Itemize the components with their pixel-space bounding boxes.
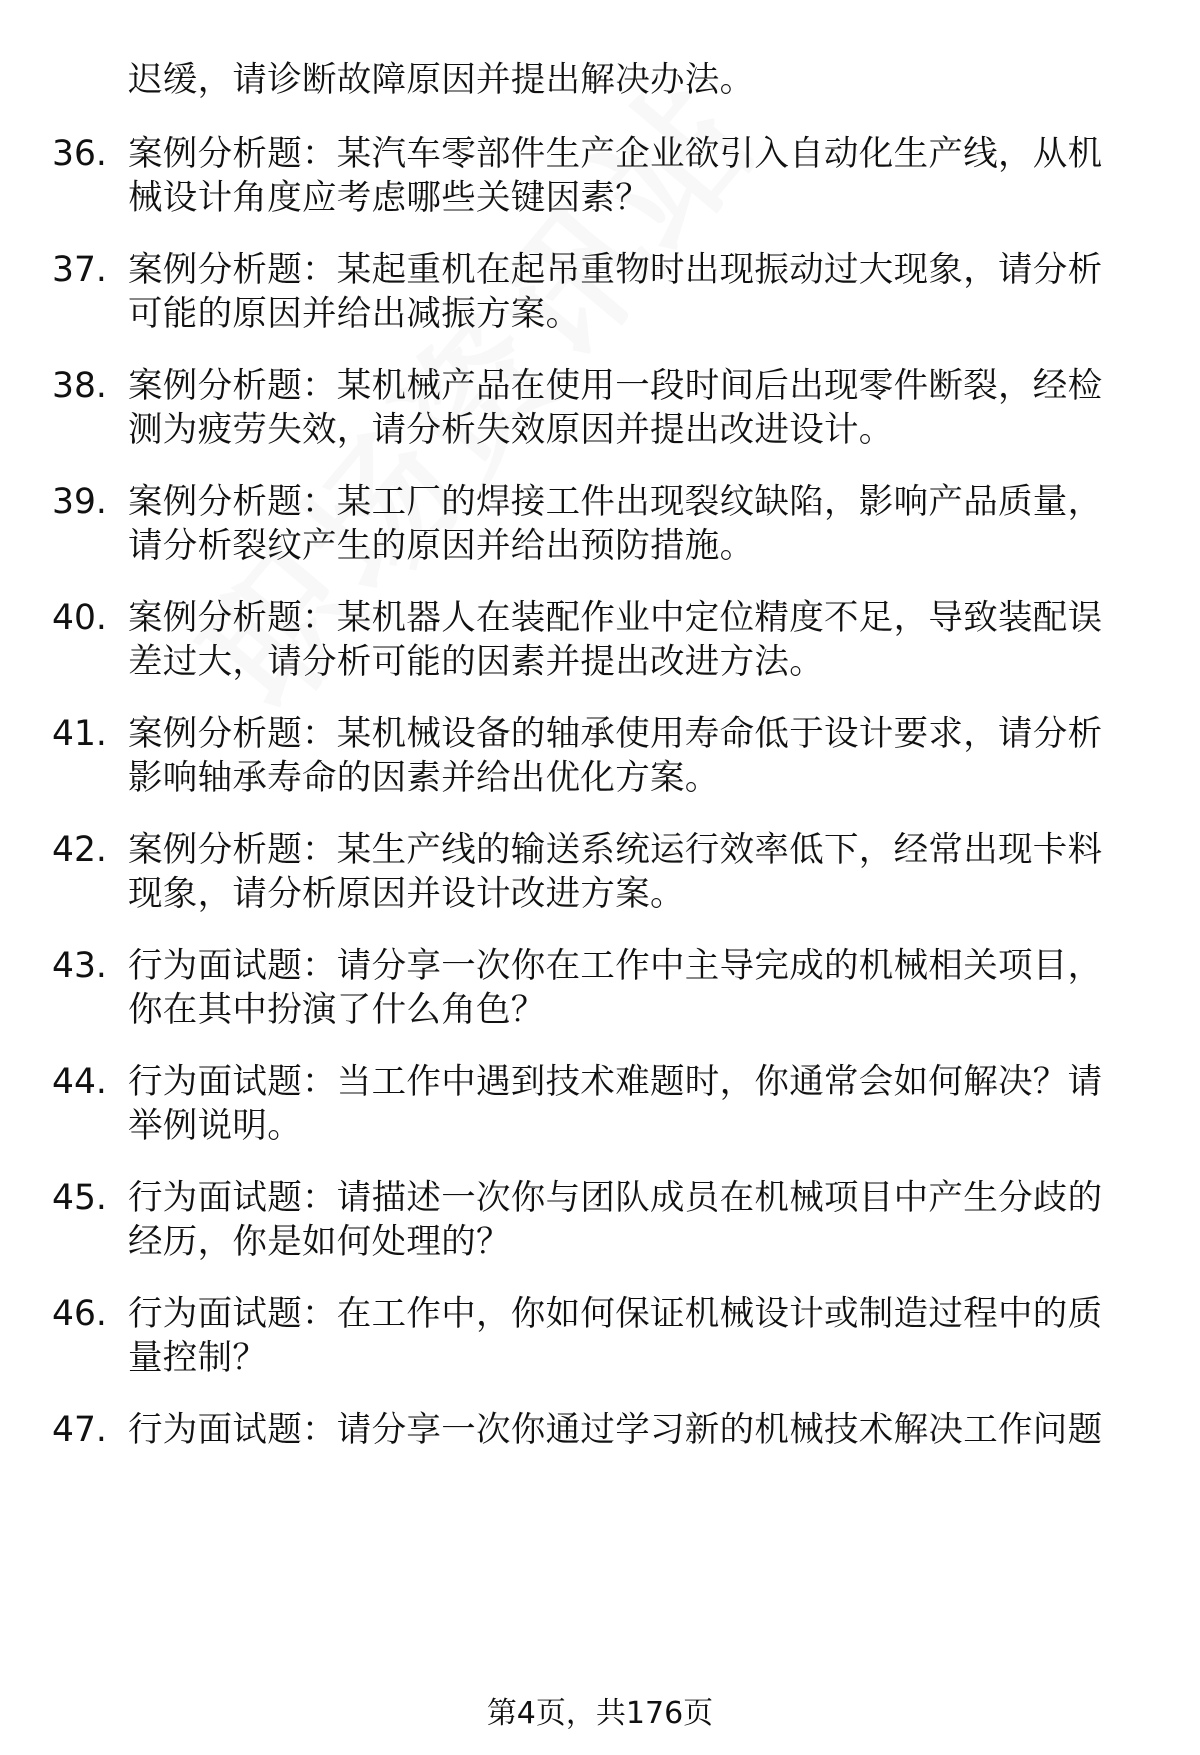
question-line: 案例分析题：某机械设备的轴承使用寿命低于设计要求，请分析 bbox=[128, 714, 1103, 754]
question-number: 38. bbox=[52, 366, 107, 406]
question-line: 械设计角度应考虑哪些关键因素？ bbox=[128, 178, 650, 218]
question-line: 量控制？ bbox=[128, 1338, 268, 1378]
question-line: 案例分析题：某生产线的输送系统运行效率低下，经常出现卡料 bbox=[128, 830, 1103, 870]
question-number: 45. bbox=[52, 1178, 107, 1218]
question-number: 39. bbox=[52, 482, 107, 522]
question-number: 41. bbox=[52, 714, 107, 754]
question-line: 案例分析题：某机器人在装配作业中定位精度不足，导致装配误 bbox=[128, 598, 1103, 638]
carryover-line: 迟缓，请诊断故障原因并提出解决办法。 bbox=[128, 60, 755, 100]
question-line: 测为疲劳失效，请分析失效原因并提出改进设计。 bbox=[128, 410, 894, 450]
question-line: 行为面试题：请描述一次你与团队成员在机械项目中产生分歧的 bbox=[128, 1178, 1103, 1218]
question-line: 案例分析题：某汽车零部件生产企业欲引入自动化生产线，从机 bbox=[128, 134, 1103, 174]
question-number: 47. bbox=[52, 1410, 107, 1450]
question-line: 举例说明。 bbox=[128, 1106, 302, 1146]
question-line: 经历，你是如何处理的？ bbox=[128, 1222, 511, 1262]
question-number: 46. bbox=[52, 1294, 107, 1334]
question-number: 44. bbox=[52, 1062, 107, 1102]
question-line: 可能的原因并给出减振方案。 bbox=[128, 294, 581, 334]
question-line: 行为面试题：请分享一次你在工作中主导完成的机械相关项目， bbox=[128, 946, 1103, 986]
question-line: 案例分析题：某起重机在起吊重物时出现振动过大现象，请分析 bbox=[128, 250, 1103, 290]
question-number: 36. bbox=[52, 134, 107, 174]
question-number: 37. bbox=[52, 250, 107, 290]
question-line: 案例分析题：某工厂的焊接工件出现裂纹缺陷，影响产品质量， bbox=[128, 482, 1103, 522]
question-line: 行为面试题：当工作中遇到技术难题时，你通常会如何解决？请 bbox=[128, 1062, 1103, 1102]
question-line: 行为面试题：请分享一次你通过学习新的机械技术解决工作问题 bbox=[128, 1410, 1103, 1450]
question-line: 现象，请分析原因并设计改进方案。 bbox=[128, 874, 685, 914]
question-line: 影响轴承寿命的因素并给出优化方案。 bbox=[128, 758, 720, 798]
question-number: 40. bbox=[52, 598, 107, 638]
question-line: 案例分析题：某机械产品在使用一段时间后出现零件断裂，经检 bbox=[128, 366, 1103, 406]
question-line: 行为面试题：在工作中，你如何保证机械设计或制造过程中的质 bbox=[128, 1294, 1103, 1334]
question-line: 差过大，请分析可能的因素并提出改进方法。 bbox=[128, 642, 824, 682]
question-number: 43. bbox=[52, 946, 107, 986]
question-number: 42. bbox=[52, 830, 107, 870]
question-line: 你在其中扮演了什么角色？ bbox=[128, 990, 546, 1030]
page-footer: 第4页，共176页 bbox=[486, 1696, 714, 1731]
question-line: 请分析裂纹产生的原因并给出预防措施。 bbox=[128, 526, 755, 566]
